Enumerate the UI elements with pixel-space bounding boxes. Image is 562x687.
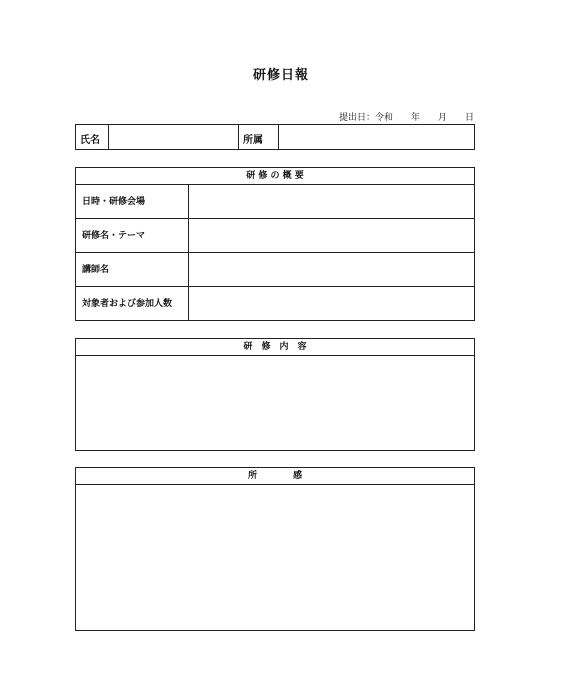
overview-row-label: 研修名・テーマ bbox=[76, 219, 189, 252]
participants-field[interactable] bbox=[189, 287, 474, 321]
impression-heading: 所 感 bbox=[76, 468, 474, 485]
overview-row-participants bbox=[76, 287, 474, 321]
instructor-field[interactable] bbox=[189, 253, 474, 286]
affiliation-label: 所属 bbox=[239, 125, 279, 149]
overview-heading: 研 修 の 概 要 bbox=[76, 168, 474, 185]
overview-row-datetime-venue bbox=[76, 185, 474, 219]
name-affiliation-table bbox=[75, 124, 475, 150]
name-label: 氏名 bbox=[76, 125, 109, 149]
name-field[interactable] bbox=[109, 125, 239, 149]
content-heading: 研 修 内 容 bbox=[76, 339, 474, 356]
content-body-field[interactable] bbox=[76, 356, 474, 451]
overview-row-instructor bbox=[76, 253, 474, 287]
submission-date-line: 提出日：令和 年 月 日 bbox=[338, 113, 474, 123]
overview-row-label: 対象者および参加人数 bbox=[76, 287, 189, 321]
page-title: 研修日報 bbox=[252, 68, 309, 83]
overview-row-label: 講師名 bbox=[76, 253, 189, 286]
overview-row-training-name bbox=[76, 219, 474, 253]
training-content-section bbox=[75, 338, 475, 451]
training-name-field[interactable] bbox=[189, 219, 474, 252]
training-overview-table bbox=[75, 167, 475, 321]
datetime-venue-field[interactable] bbox=[189, 185, 474, 218]
affiliation-field[interactable] bbox=[279, 125, 474, 149]
overview-row-label: 日時・研修会場 bbox=[76, 185, 189, 218]
impression-body-field[interactable] bbox=[76, 485, 474, 631]
impression-section bbox=[75, 467, 475, 631]
